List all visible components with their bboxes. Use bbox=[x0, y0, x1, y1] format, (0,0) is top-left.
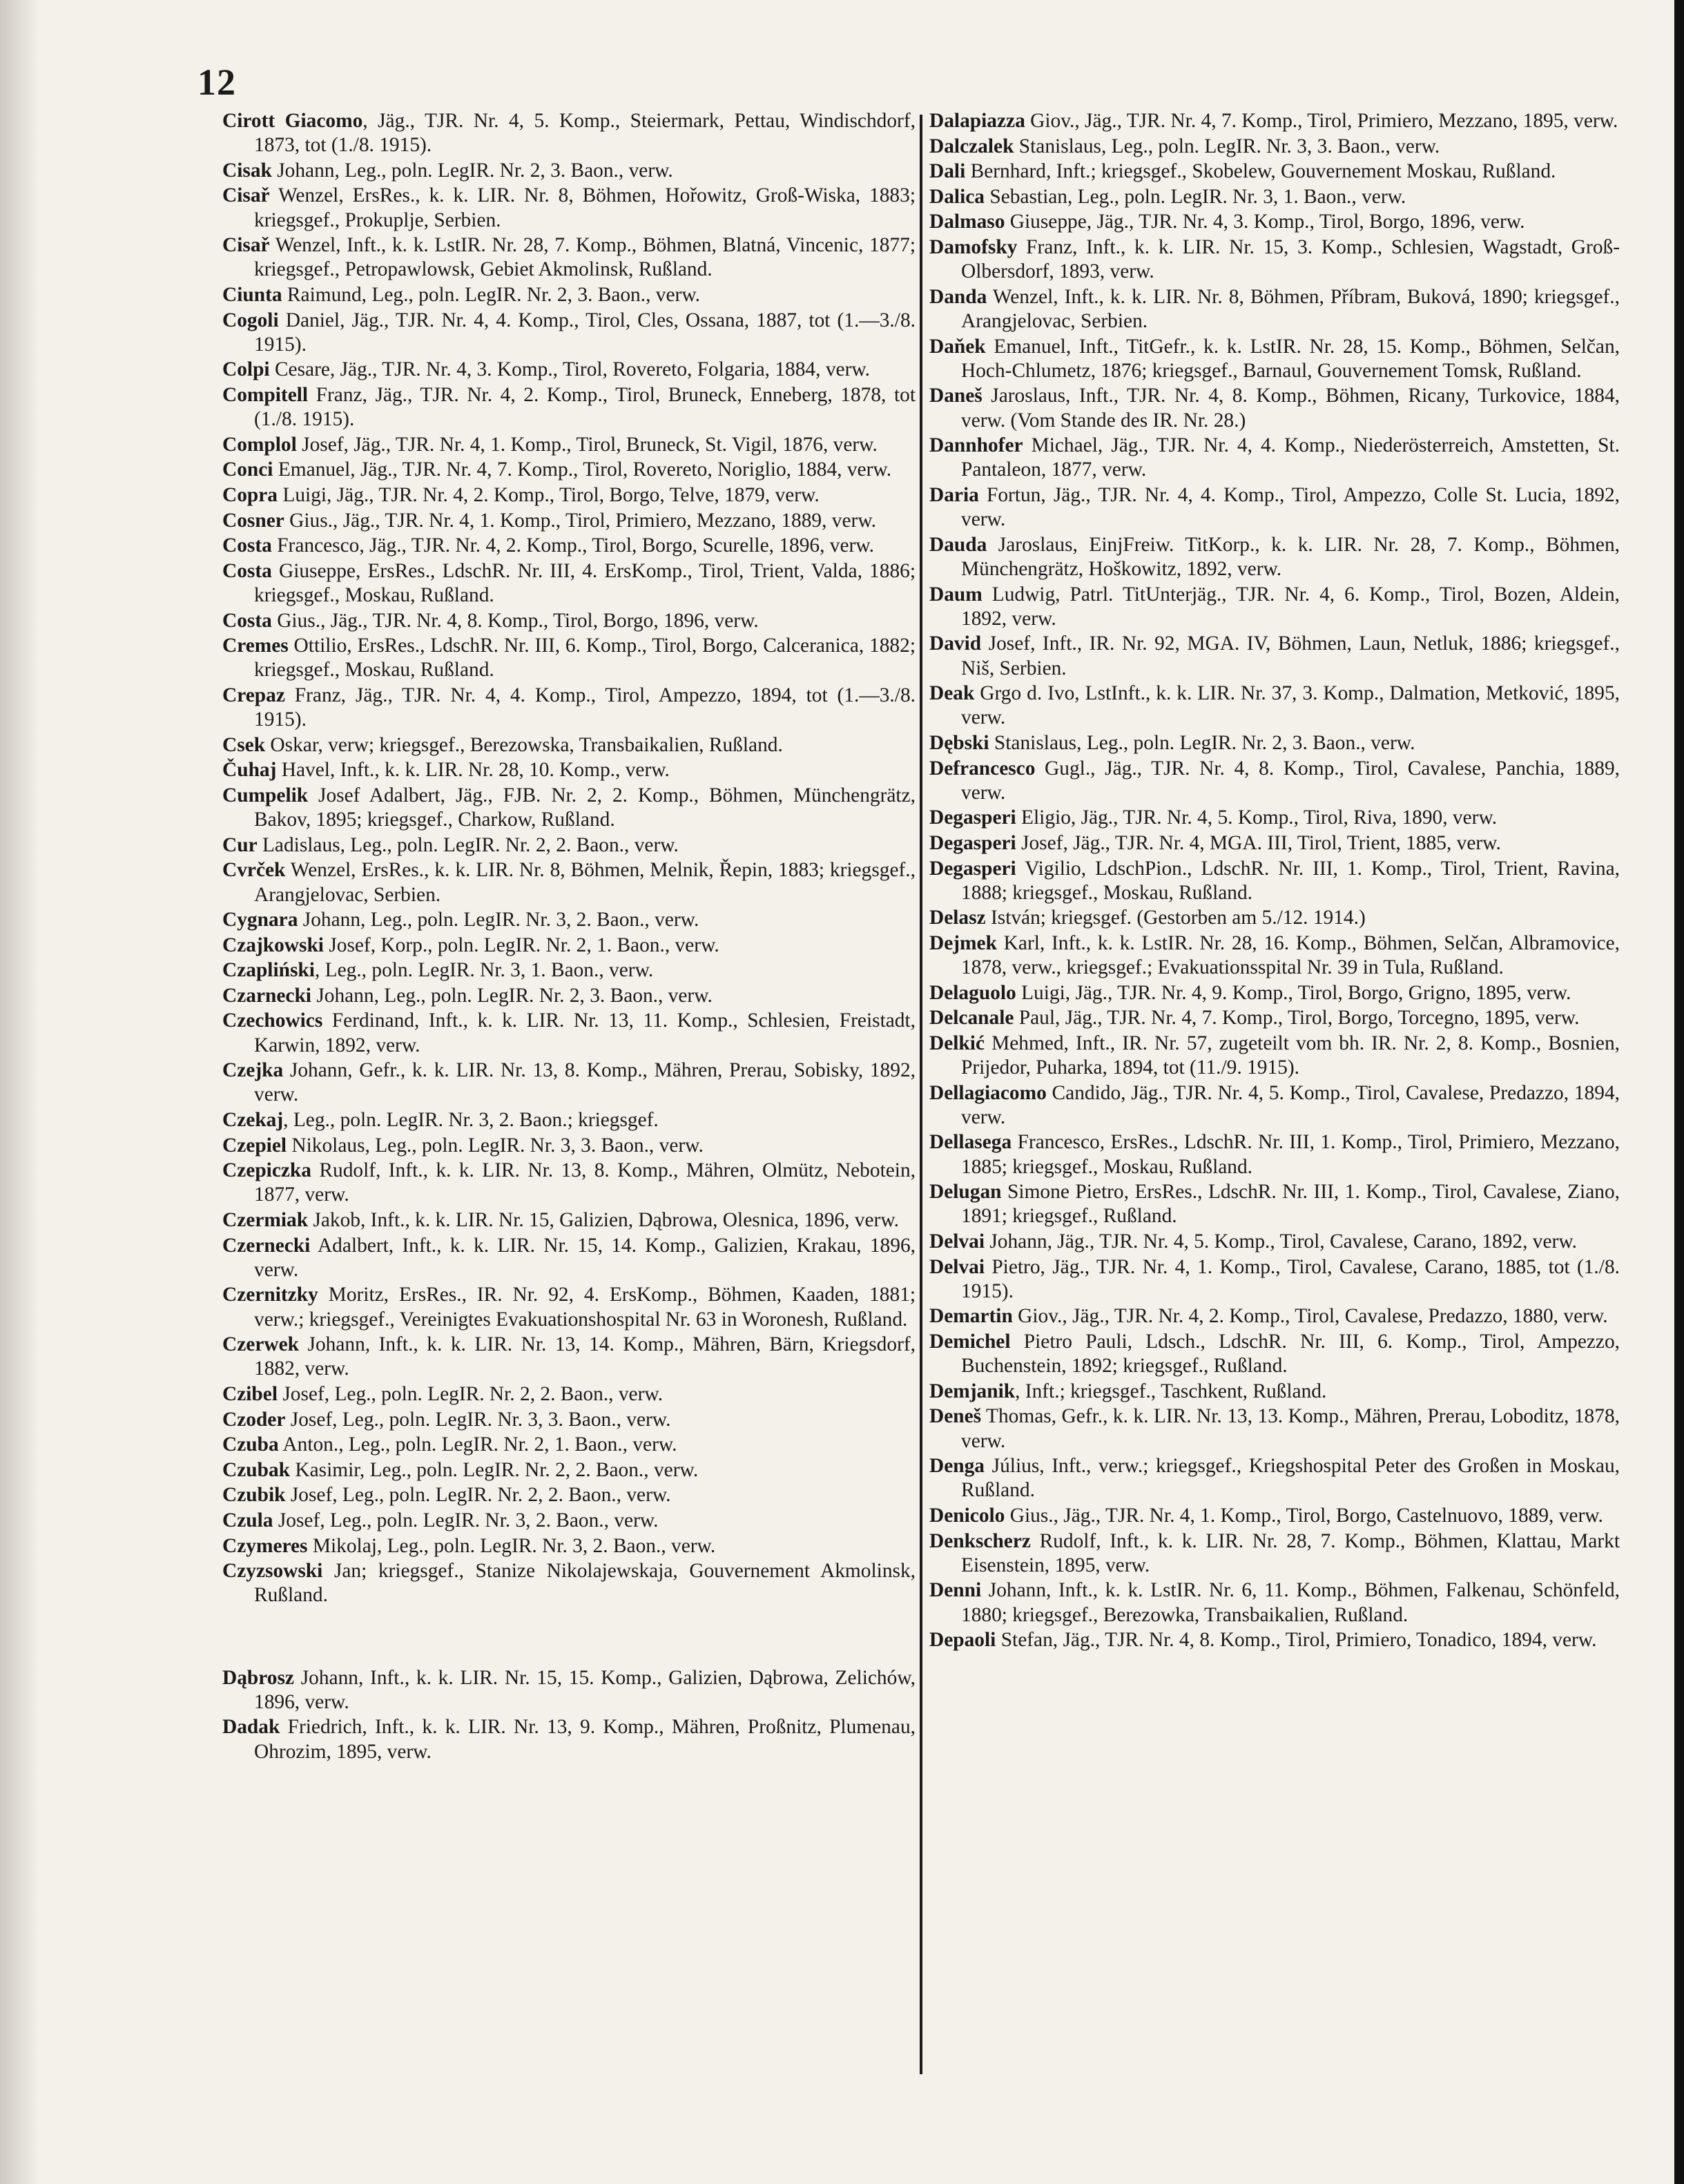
list-entry bbox=[929, 434, 1620, 482]
entry-surname: Czula bbox=[222, 1509, 273, 1531]
entry-surname: Dellasega bbox=[929, 1131, 1012, 1154]
list-entry bbox=[222, 433, 916, 457]
entry-details: Luigi, Jäg., TJR. Nr. 4, 2. Komp., Tirol, Borgo, Telve, 1879, verw. bbox=[278, 483, 820, 506]
list-entry bbox=[222, 758, 916, 782]
entry-details: Giuseppe, ErsRes., LdschR. Nr. III, 4. ErsKomp., Tirol, Trient, Valda, 1886; kriegsgef., Moskau, Rußland. bbox=[254, 559, 916, 606]
entry-surname: Delugan bbox=[929, 1181, 1002, 1204]
entry-surname: Depaoli bbox=[929, 1629, 996, 1652]
entry-details: Ludwig, Patrl. TitUnterjäg., TJR. Nr. 4, 6. Komp., Tirol, Bozen, Aldein, 1892, verw. bbox=[961, 583, 1620, 630]
entry-details: Eligio, Jäg., TJR. Nr. 4, 5. Komp., Tirol, Riva, 1890, verw. bbox=[1016, 806, 1498, 829]
entry-surname: Demartin bbox=[929, 1305, 1013, 1328]
entry-surname: Daňek bbox=[929, 335, 986, 358]
list-entry bbox=[222, 733, 916, 757]
list-entry bbox=[929, 1380, 1620, 1404]
list-entry bbox=[222, 1059, 916, 1107]
entry-details: Francesco, ErsRes., LdschR. Nr. III, 1. Komp., Tirol, Primiero, Mezzano, 1885; kriegsgef., Moskau, Rußland. bbox=[961, 1131, 1620, 1178]
entry-details: Luigi, Jäg., TJR. Nr. 4, 9. Komp., Tirol, Borgo, Grigno, 1895, verw. bbox=[1016, 981, 1571, 1004]
entry-details: Emanuel, Inft., TitGefr., k. k. LstIR. Nr. 28, 15. Komp., Böhmen, Selčan, Hoch-Chlumetz, 1876; kriegsgef., Barnaul, Gouvernement Tomsk, Rußland. bbox=[961, 335, 1620, 382]
entry-surname: Cisak bbox=[222, 159, 272, 182]
entry-details: Josef Adalbert, Jäg., FJB. Nr. 2, 2. Komp., Böhmen, Münchengrätz, Bakov, 1895; kriegsgef., Charkow, Rußland. bbox=[254, 784, 916, 831]
entry-surname: Czubik bbox=[222, 1484, 286, 1507]
list-entry bbox=[222, 833, 916, 858]
left-column bbox=[222, 109, 916, 1765]
list-entry bbox=[929, 906, 1620, 930]
entry-details: , Leg., poln. LegIR. Nr. 3, 1. Baon., verw. bbox=[314, 959, 654, 982]
entry-surname: Cirott Giacomo bbox=[222, 110, 363, 132]
entry-details: Mikolaj, Leg., poln. LegIR. Nr. 3, 2. Baon., verw. bbox=[307, 1534, 716, 1557]
entry-details: Paul, Jäg., TJR. Nr. 4, 7. Komp., Tirol, Borgo, Torcegno, 1895, verw. bbox=[1014, 1007, 1580, 1030]
entry-surname: Conci bbox=[222, 458, 273, 481]
entry-surname: Daneš bbox=[929, 385, 983, 407]
list-entry bbox=[222, 1382, 916, 1407]
entry-details: Francesco, Jäg., TJR. Nr. 4, 2. Komp., Tirol, Borgo, Scurelle, 1896, verw. bbox=[271, 534, 874, 557]
list-entry bbox=[222, 534, 916, 558]
list-entry bbox=[929, 1006, 1620, 1030]
entry-details: Pietro Pauli, Ldsch., LdschR. Nr. III, 6. Komp., Tirol, Ampezzo, Buchenstein, 1892; kriegsgef., Rußland. bbox=[961, 1331, 1620, 1378]
entry-surname: Dauda bbox=[929, 533, 987, 556]
entry-details: Johann, Leg., poln. LegIR. Nr. 2, 3. Baon., verw. bbox=[311, 984, 713, 1007]
list-entry bbox=[222, 458, 916, 482]
list-entry bbox=[222, 1134, 916, 1158]
entry-details: Cesare, Jäg., TJR. Nr. 4, 3. Komp., Tirol, Rovereto, Folgaria, 1884, verw. bbox=[269, 358, 871, 381]
entry-surname: Dębski bbox=[929, 731, 989, 754]
list-entry bbox=[929, 1081, 1620, 1130]
entry-details: Giuseppe, Jäg., TJR. Nr. 4, 3. Komp., Tirol, Borgo, 1896, verw. bbox=[1005, 211, 1525, 233]
list-entry bbox=[222, 1458, 916, 1482]
list-entry bbox=[929, 757, 1620, 805]
entry-surname: Dalapiazza bbox=[929, 110, 1025, 132]
entry-details: Ferdinand, Inft., k. k. LIR. Nr. 13, 11. Komp., Schlesien, Freistadt, Karwin, 1892, verw. bbox=[254, 1009, 916, 1056]
list-entry bbox=[929, 583, 1620, 631]
list-entry bbox=[929, 533, 1620, 581]
entry-surname: Copra bbox=[222, 483, 278, 506]
list-entry bbox=[222, 283, 916, 307]
list-entry bbox=[929, 235, 1620, 284]
entry-surname: Dalica bbox=[929, 185, 985, 208]
entry-surname: Cygnara bbox=[222, 909, 298, 931]
list-entry bbox=[929, 1628, 1620, 1652]
entry-details: Giov., Jäg., TJR. Nr. 4, 7. Komp., Tirol, Primiero, Mezzano, 1895, verw. bbox=[1025, 110, 1618, 132]
entry-details: Franz, Jäg., TJR. Nr. 4, 4. Komp., Tirol, Ampezzo, 1894, tot (1.—3./8. 1915). bbox=[254, 684, 916, 731]
entry-surname: Denkscherz bbox=[929, 1529, 1031, 1552]
entry-details: Johann, Leg., poln. LegIR. Nr. 3, 2. Baon., verw. bbox=[298, 909, 699, 931]
entry-details: , Inft.; kriegsgef., Taschkent, Rußland. bbox=[1015, 1380, 1327, 1402]
list-entry bbox=[929, 1180, 1620, 1228]
entry-details: Johann, Jäg., TJR. Nr. 4, 5. Komp., Tirol, Cavalese, Carano, 1892, verw. bbox=[985, 1230, 1577, 1253]
entry-surname: Degasperi bbox=[929, 806, 1016, 829]
entry-details: Sebastian, Leg., poln. LegIR. Nr. 3, 1. Baon., verw. bbox=[985, 185, 1406, 208]
entry-surname: Czechowics bbox=[222, 1009, 323, 1032]
entry-surname: Dąbrosz bbox=[222, 1666, 294, 1689]
entry-surname: Danda bbox=[929, 285, 987, 308]
list-entry bbox=[222, 858, 916, 907]
entry-surname: Czepiczka bbox=[222, 1159, 311, 1182]
list-entry bbox=[222, 1408, 916, 1432]
entry-details: Pietro, Jäg., TJR. Nr. 4, 1. Komp., Tirol, Cavalese, Carano, 1885, tot (1./8. 1915). bbox=[961, 1255, 1620, 1302]
list-entry bbox=[929, 109, 1620, 133]
entry-details: Michael, Jäg., TJR. Nr. 4, 4. Komp., Niederösterreich, Amstetten, St. Pantaleon, 1877, verw. bbox=[961, 434, 1620, 481]
list-entry bbox=[222, 233, 916, 282]
entry-surname: Costa bbox=[222, 534, 272, 557]
list-entry bbox=[929, 1454, 1620, 1502]
list-entry bbox=[222, 1108, 916, 1132]
entry-surname: Csek bbox=[222, 733, 266, 756]
list-entry bbox=[222, 784, 916, 832]
entry-surname: Dannhofer bbox=[929, 434, 1023, 457]
entry-surname: Czernecki bbox=[222, 1234, 311, 1257]
list-entry bbox=[929, 135, 1620, 159]
list-entry bbox=[929, 1330, 1620, 1378]
list-entry bbox=[222, 1509, 916, 1533]
entry-surname: David bbox=[929, 632, 982, 655]
entry-details: Wenzel, Inft., k. k. LIR. Nr. 8, Böhmen, Příbram, Buková, 1890; kriegsgef., Arangjelovac, Serbien. bbox=[961, 285, 1620, 332]
entry-details: Wenzel, ErsRes., k. k. LIR. Nr. 8, Böhmen, Melnik, Řepin, 1883; kriegsgef., Arangjelovac, Serbien. bbox=[254, 859, 916, 906]
entry-details: Josef, Inft., IR. Nr. 92, MGA. IV, Böhmen, Laun, Netluk, 1886; kriegsgef., Niš, Serbien. bbox=[961, 632, 1620, 679]
list-entry bbox=[929, 857, 1620, 905]
entry-surname: Cremes bbox=[222, 635, 289, 657]
entry-surname: Czoder bbox=[222, 1408, 286, 1431]
entry-details: Josef, Jäg., TJR. Nr. 4, 1. Komp., Tirol, Bruneck, St. Vigil, 1876, verw. bbox=[296, 433, 878, 456]
list-entry bbox=[222, 609, 916, 633]
entry-surname: Crepaz bbox=[222, 684, 285, 706]
entry-details: István; kriegsgef. (Gestorben am 5./12. 1914.) bbox=[985, 907, 1366, 929]
entry-details: Josef, Jäg., TJR. Nr. 4, MGA. III, Tirol, Trient, 1885, verw. bbox=[1016, 831, 1501, 854]
list-entry bbox=[222, 1283, 916, 1331]
entry-details: Gius., Jäg., TJR. Nr. 4, 1. Komp., Tirol, Primiero, Mezzano, 1889, verw. bbox=[284, 509, 876, 532]
entry-details: Karl, Inft., k. k. LstIR. Nr. 28, 16. Komp., Böhmen, Selčan, Albramovice, 1878, verw., kriegsgef.; Evakuationsspital Nr. 39 in Tula, Rußland. bbox=[961, 931, 1620, 979]
list-entry bbox=[929, 1304, 1620, 1328]
list-entry bbox=[929, 632, 1620, 680]
entry-details: Stefan, Jäg., TJR. Nr. 4, 8. Komp., Tirol, Primiero, Tonadico, 1894, verw. bbox=[996, 1629, 1597, 1652]
entry-surname: Czarnecki bbox=[222, 984, 311, 1007]
entry-details: Kasimir, Leg., poln. LegIR. Nr. 2, 2. Baon., verw. bbox=[290, 1458, 699, 1481]
list-entry bbox=[222, 1534, 916, 1558]
entry-details: Gius., Jäg., TJR. Nr. 4, 8. Komp., Tirol, Borgo, 1896, verw. bbox=[271, 609, 759, 632]
entry-surname: Deak bbox=[929, 682, 975, 705]
entry-surname: Degasperi bbox=[929, 831, 1016, 854]
entry-details: Nikolaus, Leg., poln. LegIR. Nr. 3, 3. Baon., verw. bbox=[287, 1134, 704, 1157]
list-entry bbox=[929, 1255, 1620, 1304]
entry-details: Simone Pietro, ErsRes., LdschR. Nr. III, 1. Komp., Tirol, Cavalese, Ziano, 1891; kriegsgef., Rußland. bbox=[961, 1181, 1620, 1228]
entry-details: Bernhard, Inft.; kriegsgef., Skobelew, Gouvernement Moskau, Rußland. bbox=[965, 160, 1556, 183]
list-entry bbox=[222, 1159, 916, 1207]
entry-surname: Cumpelik bbox=[222, 784, 309, 806]
list-entry bbox=[222, 634, 916, 682]
entry-surname: Delvai bbox=[929, 1230, 985, 1253]
entry-surname: Complol bbox=[222, 433, 297, 456]
entry-surname: Dali bbox=[929, 160, 966, 183]
entry-surname: Delkić bbox=[929, 1032, 985, 1054]
list-entry bbox=[929, 1032, 1620, 1080]
list-entry bbox=[222, 1559, 916, 1607]
entry-surname: Damofsky bbox=[929, 235, 1018, 258]
list-entry bbox=[929, 1504, 1620, 1528]
list-entry bbox=[929, 210, 1620, 234]
list-entry bbox=[222, 1208, 916, 1233]
entry-details: , Jäg., TJR. Nr. 4, 5. Komp., Steiermark, Pettau, Windischdorf, 1873, tot (1./8. 1915). bbox=[254, 110, 916, 157]
entry-surname: Czyzsowski bbox=[222, 1560, 323, 1583]
list-entry bbox=[929, 483, 1620, 532]
entry-details: Josef, Korp., poln. LegIR. Nr. 2, 1. Baon., verw. bbox=[323, 934, 719, 956]
entry-surname: Denni bbox=[929, 1579, 982, 1602]
list-entry bbox=[222, 509, 916, 533]
list-entry bbox=[929, 285, 1620, 334]
entry-surname: Cogoli bbox=[222, 309, 279, 331]
entry-details: Fortun, Jäg., TJR. Nr. 4, 4. Komp., Tirol, Ampezzo, Colle St. Lucia, 1892, verw. bbox=[961, 483, 1620, 531]
entry-details: Johann, Gefr., k. k. LIR. Nr. 13, 8. Komp., Mähren, Prerau, Sobisky, 1892, verw. bbox=[254, 1059, 916, 1106]
entry-surname: Czapliński bbox=[222, 959, 315, 982]
list-entry bbox=[222, 1483, 916, 1507]
page-edge-shadow bbox=[0, 0, 40, 2184]
page-number: 12 bbox=[197, 61, 236, 103]
entry-surname: Costa bbox=[222, 559, 272, 582]
entry-surname: Dellagiacomo bbox=[929, 1081, 1047, 1104]
entry-details: Anton., Leg., poln. LegIR. Nr. 2, 1. Baon., verw. bbox=[278, 1433, 677, 1456]
entry-surname: Daria bbox=[929, 483, 979, 506]
entry-surname: Denicolo bbox=[929, 1505, 1005, 1527]
entry-surname: Dalmaso bbox=[929, 211, 1005, 233]
entry-surname: Demichel bbox=[929, 1331, 1011, 1353]
list-entry bbox=[929, 831, 1620, 856]
entry-details: Havel, Inft., k. k. LIR. Nr. 28, 10. Komp., verw. bbox=[276, 759, 670, 782]
entry-details: Johann, Inft., k. k. LIR. Nr. 15, 15. Komp., Galizien, Dąbrowa, Zelichów, 1896, verw. bbox=[254, 1666, 916, 1713]
entry-details: Franz, Jäg., TJR. Nr. 4, 2. Komp., Tirol, Bruneck, Enneberg, 1878, tot (1./8. 1915). bbox=[254, 383, 916, 431]
entry-details: Emanuel, Jäg., TJR. Nr. 4, 7. Komp., Tirol, Rovereto, Noriglio, 1884, verw. bbox=[273, 458, 892, 481]
entry-details: Gugl., Jäg., TJR. Nr. 4, 8. Komp., Tirol, Cavalese, Panchia, 1889, verw. bbox=[961, 757, 1620, 804]
entry-details: Daniel, Jäg., TJR. Nr. 4, 4. Komp., Tirol, Cles, Ossana, 1887, tot (1.—3./8. 1915). bbox=[254, 309, 916, 356]
list-entry bbox=[222, 358, 916, 382]
entry-surname: Ciunta bbox=[222, 283, 282, 306]
entry-surname: Delcanale bbox=[929, 1007, 1014, 1030]
entry-details: Franz, Inft., k. k. LIR. Nr. 15, 3. Komp., Schlesien, Wagstadt, Groß-Olbersdorf, 1893, verw. bbox=[961, 235, 1620, 283]
entry-surname: Denga bbox=[929, 1455, 985, 1478]
right-column bbox=[929, 109, 1620, 1654]
entry-surname: Czejka bbox=[222, 1059, 284, 1082]
entry-surname: Czuba bbox=[222, 1433, 279, 1456]
list-entry bbox=[222, 184, 916, 232]
list-entry bbox=[929, 1230, 1620, 1254]
entry-surname: Colpi bbox=[222, 358, 270, 381]
entry-surname: Dalczalek bbox=[929, 135, 1014, 157]
entry-details: Johann, Inft., k. k. LstIR. Nr. 6, 11. Komp., Böhmen, Falkenau, Schönfeld, 1880; kriegsgef., Berezowka, Transbaikalien, Rußland. bbox=[961, 1579, 1620, 1626]
list-entry bbox=[929, 185, 1620, 209]
entry-details: Rudolf, Inft., k. k. LIR. Nr. 13, 8. Komp., Mähren, Olmütz, Nebotein, 1877, verw. bbox=[254, 1159, 916, 1206]
entry-details: Josef, Leg., poln. LegIR. Nr. 3, 2. Baon., verw. bbox=[273, 1509, 659, 1531]
entry-surname: Compitell bbox=[222, 383, 309, 406]
entry-details: Candido, Jäg., TJR. Nr. 4, 5. Komp., Tirol, Cavalese, Predazzo, 1894, verw. bbox=[961, 1081, 1620, 1128]
list-entry bbox=[929, 384, 1620, 432]
list-entry bbox=[222, 309, 916, 357]
list-entry bbox=[929, 160, 1620, 184]
entry-details: Jaroslaus, EinjFreiw. TitKorp., k. k. LIR. Nr. 28, 7. Komp., Böhmen, Münchengrätz, Hoškowitz, 1892, verw. bbox=[961, 533, 1620, 580]
column-divider bbox=[920, 115, 922, 2074]
entry-details: Giov., Jäg., TJR. Nr. 4, 2. Komp., Tirol, Cavalese, Predazzo, 1880, verw. bbox=[1012, 1305, 1608, 1328]
entry-details: Friedrich, Inft., k. k. LIR. Nr. 13, 9. Komp., Mähren, Proßnitz, Plumenau, Ohrozim, 1895, verw. bbox=[254, 1716, 916, 1763]
entry-surname: Deneš bbox=[929, 1405, 982, 1428]
entry-details: Josef, Leg., poln. LegIR. Nr. 3, 3. Baon., verw. bbox=[285, 1408, 671, 1431]
entry-details: Stanislaus, Leg., poln. LegIR. Nr. 2, 3. Baon., verw. bbox=[989, 731, 1415, 754]
entry-details: Wenzel, ErsRes., k. k. LIR. Nr. 8, Böhmen, Hořowitz, Groß-Wiska, 1883; kriegsgef., Prokuplje, Serbien. bbox=[254, 184, 916, 231]
entry-surname: Czerwek bbox=[222, 1333, 299, 1356]
entry-details: Raimund, Leg., poln. LegIR. Nr. 2, 3. Baon., verw. bbox=[282, 283, 700, 306]
list-entry bbox=[929, 1529, 1620, 1578]
list-entry bbox=[929, 1404, 1620, 1453]
list-entry bbox=[222, 1009, 916, 1057]
entry-surname: Czymeres bbox=[222, 1534, 308, 1557]
list-entry bbox=[929, 806, 1620, 830]
list-entry bbox=[222, 1433, 916, 1457]
entry-surname: Daum bbox=[929, 583, 983, 606]
list-entry bbox=[222, 958, 916, 983]
list-entry bbox=[929, 682, 1620, 730]
entry-details: Stanislaus, Leg., poln. LegIR. Nr. 3, 3. Baon., verw. bbox=[1014, 135, 1440, 157]
list-entry bbox=[222, 934, 916, 958]
entry-details: Jan; kriegsgef., Stanize Nikolajewskaja, Gouvernement Akmolinsk, Rußland. bbox=[254, 1560, 916, 1607]
list-entry bbox=[222, 1333, 916, 1381]
entry-details: Wenzel, Inft., k. k. LstIR. Nr. 28, 7. Komp., Böhmen, Blatná, Vincenic, 1877; kriegsgef., Petropawlowsk, Gebiet Akmolinsk, Rußland. bbox=[254, 234, 916, 281]
entry-details: Oskar, verw; kriegsgef., Berezowska, Transbaikalien, Rußland. bbox=[265, 733, 783, 756]
entry-details: Adalbert, Inft., k. k. LIR. Nr. 15, 14. Komp., Galizien, Krakau, 1896, verw. bbox=[254, 1234, 916, 1281]
list-entry bbox=[929, 981, 1620, 1005]
entry-surname: Cisař bbox=[222, 184, 270, 207]
entry-details: Mehmed, Inft., IR. Nr. 57, zugeteilt vom bh. IR. Nr. 2, 8. Komp., Bosnien, Prijedor, Puharka, 1894, tot (11./9. 1915). bbox=[961, 1032, 1620, 1079]
entry-details: Jakob, Inft., k. k. LIR. Nr. 15, Galizien, Dąbrowa, Olesnica, 1896, verw. bbox=[308, 1209, 899, 1232]
entry-surname: Costa bbox=[222, 609, 272, 632]
entry-surname: Cvrček bbox=[222, 859, 286, 882]
entry-surname: Czibel bbox=[222, 1383, 278, 1406]
list-entry bbox=[222, 908, 916, 932]
entry-surname: Čuhaj bbox=[222, 759, 277, 782]
list-entry bbox=[222, 559, 916, 608]
list-entry bbox=[222, 109, 916, 157]
entry-details: Josef, Leg., poln. LegIR. Nr. 2, 2. Baon., verw. bbox=[278, 1383, 664, 1406]
list-entry bbox=[929, 931, 1620, 980]
entry-surname: Demjanik bbox=[929, 1380, 1016, 1402]
entry-surname: Czepiel bbox=[222, 1134, 287, 1157]
list-entry bbox=[222, 1234, 916, 1282]
entry-surname: Dadak bbox=[222, 1716, 280, 1739]
entry-details: Moritz, ErsRes., IR. Nr. 92, 4. ErsKomp., Böhmen, Kaaden, 1881; verw.; kriegsgef., Vereinigtes Evakuationshospital Nr. 63 in Woronesh, Rußland. bbox=[254, 1284, 916, 1331]
list-entry bbox=[222, 1666, 916, 1714]
entry-surname: Degasperi bbox=[929, 857, 1016, 880]
entry-surname: Delasz bbox=[929, 907, 986, 929]
entry-surname: Czajkowski bbox=[222, 934, 324, 956]
entry-details: Jaroslaus, Inft., TJR. Nr. 4, 8. Komp., Böhmen, Ricany, Turkovice, 1884, verw. (Vom Stande des IR. Nr. 28.) bbox=[961, 385, 1620, 432]
entry-surname: Czekaj bbox=[222, 1109, 284, 1132]
entry-details: Thomas, Gefr., k. k. LIR. Nr. 13, 13. Komp., Mähren, Prerau, Loboditz, 1878, verw. bbox=[961, 1405, 1620, 1452]
list-entry bbox=[222, 1715, 916, 1763]
entry-details: Július, Inft., verw.; kriegsgef., Kriegshospital Peter des Großen in Moskau, Rußland. bbox=[961, 1455, 1620, 1502]
list-entry bbox=[222, 159, 916, 183]
entry-surname: Delvai bbox=[929, 1255, 985, 1278]
entry-surname: Czubak bbox=[222, 1458, 291, 1481]
entry-surname: Czernitzky bbox=[222, 1284, 318, 1306]
entry-surname: Cosner bbox=[222, 509, 284, 532]
list-entry bbox=[222, 984, 916, 1008]
list-entry bbox=[222, 684, 916, 732]
entry-details: , Leg., poln. LegIR. Nr. 3, 2. Baon.; kriegsgef. bbox=[283, 1109, 659, 1132]
entry-details: Vigilio, LdschPion., LdschR. Nr. III, 1. Komp., Tirol, Trient, Ravina, 1888; kriegsgef., Moskau, Rußland. bbox=[961, 857, 1620, 904]
list-entry bbox=[222, 483, 916, 508]
entry-surname: Defrancesco bbox=[929, 757, 1036, 780]
entry-surname: Czermiak bbox=[222, 1209, 309, 1232]
entry-surname: Dejmek bbox=[929, 931, 997, 954]
entry-surname: Delaguolo bbox=[929, 981, 1016, 1004]
list-entry bbox=[929, 335, 1620, 383]
entry-details: Rudolf, Inft., k. k. LIR. Nr. 28, 7. Komp., Böhmen, Klattau, Markt Eisenstein, 1895, verw. bbox=[961, 1529, 1620, 1576]
entry-details: Ladislaus, Leg., poln. LegIR. Nr. 2, 2. Baon., verw. bbox=[257, 833, 679, 856]
entry-surname: Cur bbox=[222, 833, 258, 856]
list-entry bbox=[929, 731, 1620, 755]
entry-details: Johann, Leg., poln. LegIR. Nr. 2, 3. Baon., verw. bbox=[271, 159, 673, 182]
list-entry bbox=[222, 383, 916, 432]
entry-details: Ottilio, ErsRes., LdschR. Nr. III, 6. Komp., Tirol, Borgo, Calceranica, 1882; kriegsgef., Moskau, Rußland. bbox=[254, 635, 916, 682]
list-entry bbox=[929, 1578, 1620, 1627]
entry-details: Gius., Jäg., TJR. Nr. 4, 1. Komp., Tirol, Borgo, Castelnuovo, 1889, verw. bbox=[1005, 1505, 1603, 1527]
entry-details: Johann, Inft., k. k. LIR. Nr. 13, 14. Komp., Mähren, Bärn, Kriegsdorf, 1882, verw. bbox=[254, 1333, 916, 1380]
entry-details: Grgo d. Ivo, LstInft., k. k. LIR. Nr. 37, 3. Komp., Dalmation, Metković, 1895, verw. bbox=[961, 682, 1620, 729]
entry-details: Josef, Leg., poln. LegIR. Nr. 2, 2. Baon., verw. bbox=[285, 1484, 671, 1507]
list-entry bbox=[929, 1130, 1620, 1179]
entry-surname: Cisař bbox=[222, 234, 270, 257]
